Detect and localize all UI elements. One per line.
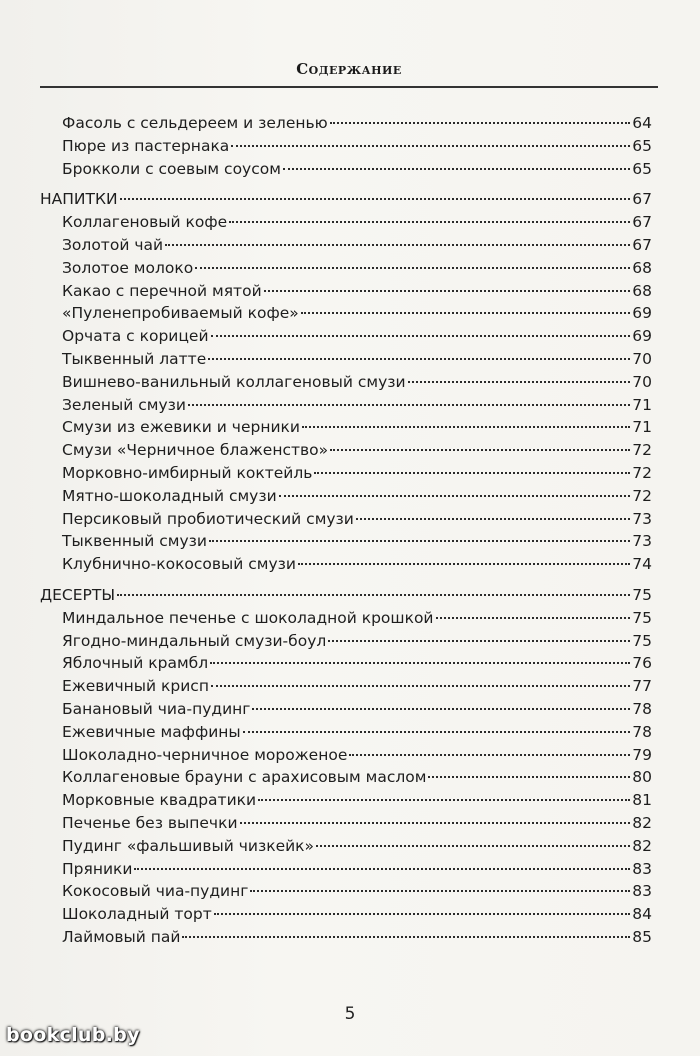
toc-entry-page: 78 [632,699,652,718]
dot-leader [243,731,630,733]
toc-entry [40,858,652,881]
dot-leader [214,913,630,915]
toc-entry-page: 76 [632,654,652,673]
toc-entry [40,652,652,675]
toc-entry-title: Вишнево-ванильный коллагеновый смузи [62,372,406,391]
toc-entry [40,835,652,858]
dot-leader [231,145,630,147]
dot-leader [279,495,630,497]
dot-leader [209,540,630,542]
toc-entry [40,112,652,135]
toc-entry [40,439,652,462]
toc-entry-title: Морковные квадратики [62,791,257,810]
toc-entry-page: 83 [632,882,652,901]
toc-entry-page: 73 [632,532,652,551]
toc-entry-title: Пудинг «фальшивый чизкейк» [62,836,315,855]
toc-entry-page: 69 [632,327,652,346]
toc-entry-title: Какао с перечной мятой [62,281,262,300]
toc-entry-title: Пряники [62,859,133,878]
toc-entry [40,630,652,653]
toc-entry-title: Печенье без выпечки [62,813,238,832]
toc-entry-title: Шоколадный торт [62,905,212,924]
toc-entry [40,158,652,181]
toc-entry-title: Смузи из ежевики и черники [62,418,300,437]
toc-entry-page: 64 [632,114,652,132]
toc-entry-title: Ягодно-миндальный смузи-боул [62,631,327,650]
dot-leader [165,244,630,246]
toc-entry [40,721,652,744]
toc-entry [40,485,652,508]
toc-entry-title: Ежевичный крисп [62,677,209,696]
dot-leader [302,426,630,428]
toc-entry-title: Брокколи с соевым соусом [62,159,281,178]
toc-entry-title: Тыквенный смузи [62,532,207,551]
dot-leader [211,335,630,337]
toc-section-desserts [40,584,652,607]
toc-entry-page: 85 [632,927,652,946]
page-title: Содержание [296,60,402,78]
dot-leader [208,358,630,360]
toc-entry-title: Лаймовый пай [62,927,181,946]
toc-entry-page: 72 [632,463,652,482]
toc-section-page: 67 [632,190,652,209]
toc-entry [40,744,652,767]
toc-entry [40,234,652,257]
toc-section-drinks [40,188,652,211]
toc-entry-page: 84 [632,905,652,924]
toc-entry-page: 70 [632,349,652,368]
toc-entry-title: Коллагеновый кофе [62,213,228,232]
toc-entry-page: 65 [632,136,652,155]
toc-entry-page: 75 [632,631,652,650]
toc-entry-title: Золотой чай [62,235,164,254]
toc-entry [40,257,652,280]
toc-entry-page: 74 [632,555,652,574]
toc-entry-page: 75 [632,608,652,627]
toc-entry-page: 83 [632,859,652,878]
toc-entry [40,462,652,485]
toc-entry [40,135,652,158]
toc-entry-page: 68 [632,258,652,277]
toc-entry [40,530,652,553]
toc-entry [40,607,652,630]
toc-entry-title: Кокосовый чиа-пудинг [62,882,249,901]
toc-entry-title: Фасоль с сельдереем и зеленью [62,114,328,132]
toc-entry-page: 77 [632,677,652,696]
dot-leader [250,890,630,892]
dot-leader [330,449,630,451]
toc-entry-title: Яблочный крамбл [62,654,209,673]
toc-entry [40,698,652,721]
dot-leader [188,404,630,406]
toc-entry-title: Морковно-имбирный коктейль [62,463,313,482]
toc-entry-page: 71 [632,395,652,414]
toc-entry-title: Тыквенный латте [62,349,207,368]
toc-entry [40,789,652,812]
toc-entry [40,926,652,949]
toc-entry [40,394,652,417]
page-number: 5 [344,1004,356,1024]
dot-leader [240,822,630,824]
dot-leader [264,290,630,292]
toc-entry-page: 79 [632,745,652,764]
toc-entry [40,766,652,789]
toc-section-page: 75 [632,585,652,604]
dot-leader [283,168,630,170]
dot-leader [349,754,630,756]
header-divider [40,86,658,88]
toc-entry-title: Ежевичные маффины [62,722,241,741]
dot-leader [314,472,630,474]
running-header [40,58,658,88]
dot-leader [258,799,630,801]
toc-section-title: ДЕСЕРТЫ [40,585,116,604]
toc-entry-title: Шоколадно-черничное мороженое [62,745,348,764]
toc-entry-page: 67 [632,213,652,232]
watermark: bookclub.by [6,1024,140,1046]
toc-entry-title: Мятно-шоколадный смузи [62,486,277,505]
dot-leader [316,845,630,847]
toc-entry-page: 68 [632,281,652,300]
toc-entry-title: Коллагеновые брауни с арахисовым маслом [62,768,427,787]
dot-leader [356,518,630,520]
dot-leader [195,267,630,269]
dot-leader [120,198,630,200]
toc-entry-page: 69 [632,304,652,323]
toc-entry [40,812,652,835]
dot-leader [330,122,630,124]
toc-entry-title: Клубнично-кокосовый смузи [62,555,296,574]
dot-leader [211,685,630,687]
toc-entry [40,348,652,371]
toc-entry-page: 73 [632,509,652,528]
toc-entry [40,508,652,531]
toc-entry [40,880,652,903]
toc-entry-title: Пюре из пастернака [62,136,230,155]
dot-leader [436,617,630,619]
toc-entry-page: 82 [632,836,652,855]
toc-entry-page: 71 [632,418,652,437]
toc-entry [40,553,652,576]
table-of-contents [40,112,652,949]
dot-leader [428,776,630,778]
toc-entry [40,211,652,234]
toc-entry-title: Орчата с корицей [62,327,209,346]
toc-entry-page: 70 [632,372,652,391]
toc-entry-title: Смузи «Черничное блаженство» [62,441,329,460]
toc-section-title: НАПИТКИ [40,190,118,209]
toc-entry-page: 78 [632,722,652,741]
dot-leader [182,936,630,938]
toc-entry-page: 81 [632,791,652,810]
dot-leader [134,868,630,870]
toc-entry-page: 82 [632,813,652,832]
toc-entry [40,416,652,439]
dot-leader [301,312,630,314]
dot-leader [298,563,630,565]
toc-entry-title: Банановый чиа-пудинг [62,699,251,718]
dot-leader [117,594,630,596]
dot-leader [328,640,630,642]
toc-entry [40,675,652,698]
toc-entry-page: 72 [632,441,652,460]
dot-leader [252,708,630,710]
dot-leader [210,662,630,664]
toc-entry-title: Золотое молоко [62,258,194,277]
toc-entry [40,280,652,303]
toc-entry-title: Зеленый смузи [62,395,186,414]
toc-entry-title: «Пуленепробиваемый кофе» [62,304,299,323]
dot-leader [408,381,630,383]
toc-entry [40,302,652,325]
toc-entry-title: Миндальное печенье с шоколадной крошкой [62,608,434,627]
toc-entry [40,325,652,348]
toc-entry-page: 72 [632,486,652,505]
dot-leader [229,221,630,223]
toc-entry-page: 67 [632,235,652,254]
toc-entry-page: 65 [632,159,652,178]
toc-entry-title: Персиковый пробиотический смузи [62,509,354,528]
toc-entry [40,371,652,394]
toc-entry-page: 80 [632,768,652,787]
toc-entry [40,903,652,926]
